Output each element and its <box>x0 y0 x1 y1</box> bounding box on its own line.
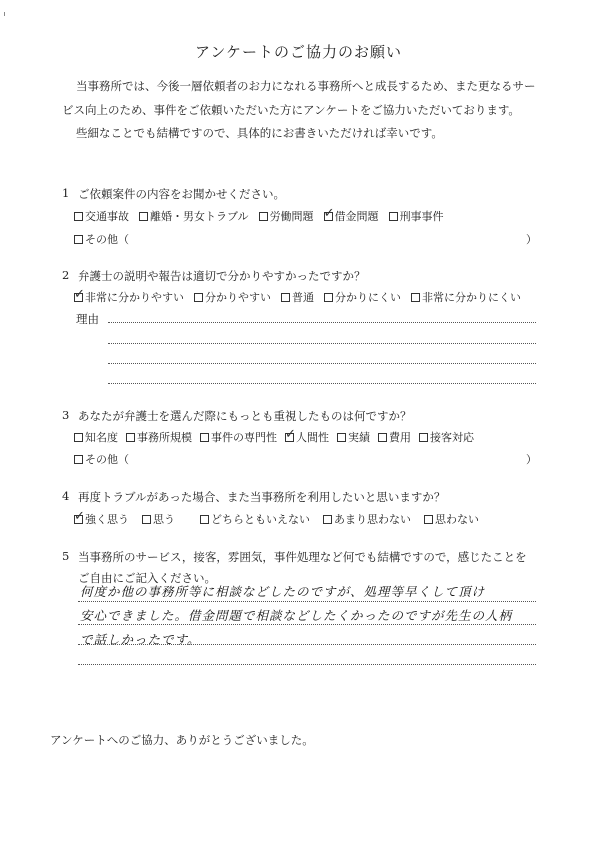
q1-option-criminal[interactable] <box>389 208 444 224</box>
q3-option-size[interactable] <box>126 429 192 445</box>
intro-line-2: ビス向上のため、事件をご依頼いただいた方にアンケートをご協力いただいております。 <box>62 103 520 117</box>
checkbox[interactable] <box>74 235 83 244</box>
q1-option-debt[interactable] <box>323 205 379 224</box>
option-label: 借金問題 <box>334 210 379 223</box>
option-label: あまり思わない <box>334 513 411 526</box>
q3-option-record[interactable] <box>337 429 370 445</box>
checkbox-checked[interactable] <box>74 508 85 524</box>
checkbox[interactable] <box>126 433 135 442</box>
q5-text-line-1: 当事務所のサービス，接客，雰囲気，事件処理など何でも結構ですので，感じたことを <box>78 550 527 564</box>
q1-other-row <box>74 231 129 247</box>
option-label: 交通事故 <box>85 210 129 223</box>
option-label: 接客対応 <box>430 431 474 444</box>
checkbox[interactable] <box>194 293 203 302</box>
checkmark-icon: ✓ <box>74 286 85 302</box>
checkbox[interactable] <box>378 433 387 442</box>
q1-option-traffic[interactable] <box>74 208 129 224</box>
q3-number: 3 <box>62 408 70 422</box>
option-label: その他（ <box>85 233 129 246</box>
checkbox[interactable] <box>200 433 209 442</box>
checkbox[interactable] <box>424 515 433 524</box>
q1-option-divorce[interactable] <box>139 208 249 224</box>
option-label: 知名度 <box>85 431 118 444</box>
checkbox[interactable] <box>142 515 151 524</box>
q4-option-not-much[interactable] <box>323 511 411 527</box>
handwritten-answer-line-2: 安心できました。借金問題で相談などしたくかったのですが先生の人柄 <box>80 608 513 623</box>
option-label: 事務所規模 <box>137 431 192 444</box>
option-label: 思う <box>153 513 175 526</box>
q2-option-very-unclear[interactable] <box>411 289 521 305</box>
q5-answer-line[interactable] <box>78 664 536 665</box>
option-label: 事件の専門性 <box>211 431 277 444</box>
q2-reason-line[interactable] <box>108 383 536 384</box>
footer-thanks: アンケートへのご協力、ありがとうございました。 <box>50 733 314 747</box>
q3-other-row <box>74 451 129 467</box>
q3-option-other[interactable] <box>74 451 129 467</box>
q5-answer-line[interactable] <box>78 644 536 645</box>
option-label: 実績 <box>348 431 370 444</box>
option-label: 思わない <box>435 513 479 526</box>
option-label: 費用 <box>389 431 411 444</box>
handwritten-answer-line-1: 何度か他の事務所等に相談などしたのですが、処理等早くして頂け <box>80 584 486 599</box>
q3-option-expertise[interactable] <box>200 429 277 445</box>
checkbox[interactable] <box>200 515 209 524</box>
q4-option-neutral[interactable] <box>200 511 310 527</box>
checkbox[interactable] <box>74 455 83 464</box>
checkmark-icon: ✓ <box>285 426 296 442</box>
option-label: 非常に分かりやすい <box>85 291 184 304</box>
option-label: 強く思う <box>85 513 129 526</box>
option-label: 労働問題 <box>269 210 314 223</box>
q3-text: あなたが弁護士を選んだ際にもっとも重視したものは何ですか？ <box>78 409 412 423</box>
q4-number: 4 <box>62 489 70 503</box>
q5-answer-line[interactable] <box>78 624 536 625</box>
checkbox-checked[interactable] <box>74 286 85 302</box>
checkbox[interactable] <box>324 293 333 302</box>
option-label: 刑事事件 <box>399 210 444 223</box>
q2-reason-line[interactable] <box>108 363 536 364</box>
handwritten-answer-line-3: で話しかったです。 <box>80 632 201 647</box>
q1-other-close: ） <box>526 233 537 246</box>
q2-option-unclear[interactable] <box>324 289 401 305</box>
q1-option-labor[interactable] <box>259 208 314 224</box>
q2-reason-line[interactable] <box>108 322 536 323</box>
q5-number: 5 <box>62 549 70 563</box>
q3-other-close: ） <box>526 453 537 466</box>
q1-options <box>74 205 444 224</box>
q4-option-strongly[interactable] <box>74 508 129 527</box>
checkbox[interactable] <box>139 212 148 221</box>
q2-text: 弁護士の説明や報告は適切で分かりやすかったですか？ <box>78 269 366 283</box>
q3-options <box>74 426 474 445</box>
q3-option-cost[interactable] <box>378 429 411 445</box>
option-label: どちらともいえない <box>211 513 310 526</box>
q4-option-no[interactable] <box>424 511 479 527</box>
checkmark-icon: ✓ <box>323 205 335 221</box>
checkbox[interactable] <box>419 433 428 442</box>
checkbox[interactable] <box>74 433 83 442</box>
checkbox[interactable] <box>411 293 420 302</box>
page-title: アンケートのご協力のお願い <box>194 43 403 61</box>
margin-mark <box>4 12 9 16</box>
q3-option-service[interactable] <box>419 429 474 445</box>
intro-line-3: 些細なことでも結構ですので、具体的にお書きいただければ幸いです。 <box>76 126 443 140</box>
checkbox-checked[interactable] <box>323 205 335 221</box>
option-label: 分かりやすい <box>205 291 271 304</box>
q2-option-normal[interactable] <box>281 289 314 305</box>
option-label: 人間性 <box>296 431 329 444</box>
q4-options <box>74 508 479 527</box>
q2-option-clear[interactable] <box>194 289 271 305</box>
q2-options <box>74 286 521 305</box>
intro-line-1: 当事務所では、今後一層依頼者のお力になれる事務所へと成長するため、また更なるサー <box>76 79 536 93</box>
checkbox[interactable] <box>389 212 398 221</box>
q2-reason-label: 理由 <box>76 312 99 326</box>
q3-option-fame[interactable] <box>74 429 118 445</box>
checkbox[interactable] <box>337 433 346 442</box>
q2-reason-line[interactable] <box>108 343 536 344</box>
checkbox[interactable] <box>74 212 83 221</box>
q2-number: 2 <box>62 268 70 282</box>
option-label: 離婚・男女トラブル <box>150 210 249 223</box>
checkbox[interactable] <box>259 212 268 221</box>
option-label: 非常に分かりにくい <box>422 291 521 304</box>
checkmark-icon: ✓ <box>74 508 85 524</box>
option-label: 普通 <box>292 291 314 304</box>
q3-option-character[interactable] <box>285 426 329 445</box>
option-label: その他（ <box>85 453 129 466</box>
q2-option-very-clear[interactable] <box>74 286 184 305</box>
q1-option-other[interactable] <box>74 231 129 247</box>
checkbox-checked[interactable] <box>285 426 296 442</box>
q5-answer-line[interactable] <box>78 601 536 602</box>
q5-text-line-2: ご自由にご記入ください。 <box>78 571 216 585</box>
q1-text: ご依頼案件の内容をお聞かせください。 <box>78 187 285 201</box>
q4-text: 再度トラブルがあった場合、また当事務所を利用したいと思いますか？ <box>78 490 446 504</box>
checkbox[interactable] <box>281 293 290 302</box>
q1-number: 1 <box>62 186 70 200</box>
checkbox[interactable] <box>323 515 332 524</box>
q4-option-yes[interactable] <box>142 511 175 527</box>
option-label: 分かりにくい <box>335 291 401 304</box>
